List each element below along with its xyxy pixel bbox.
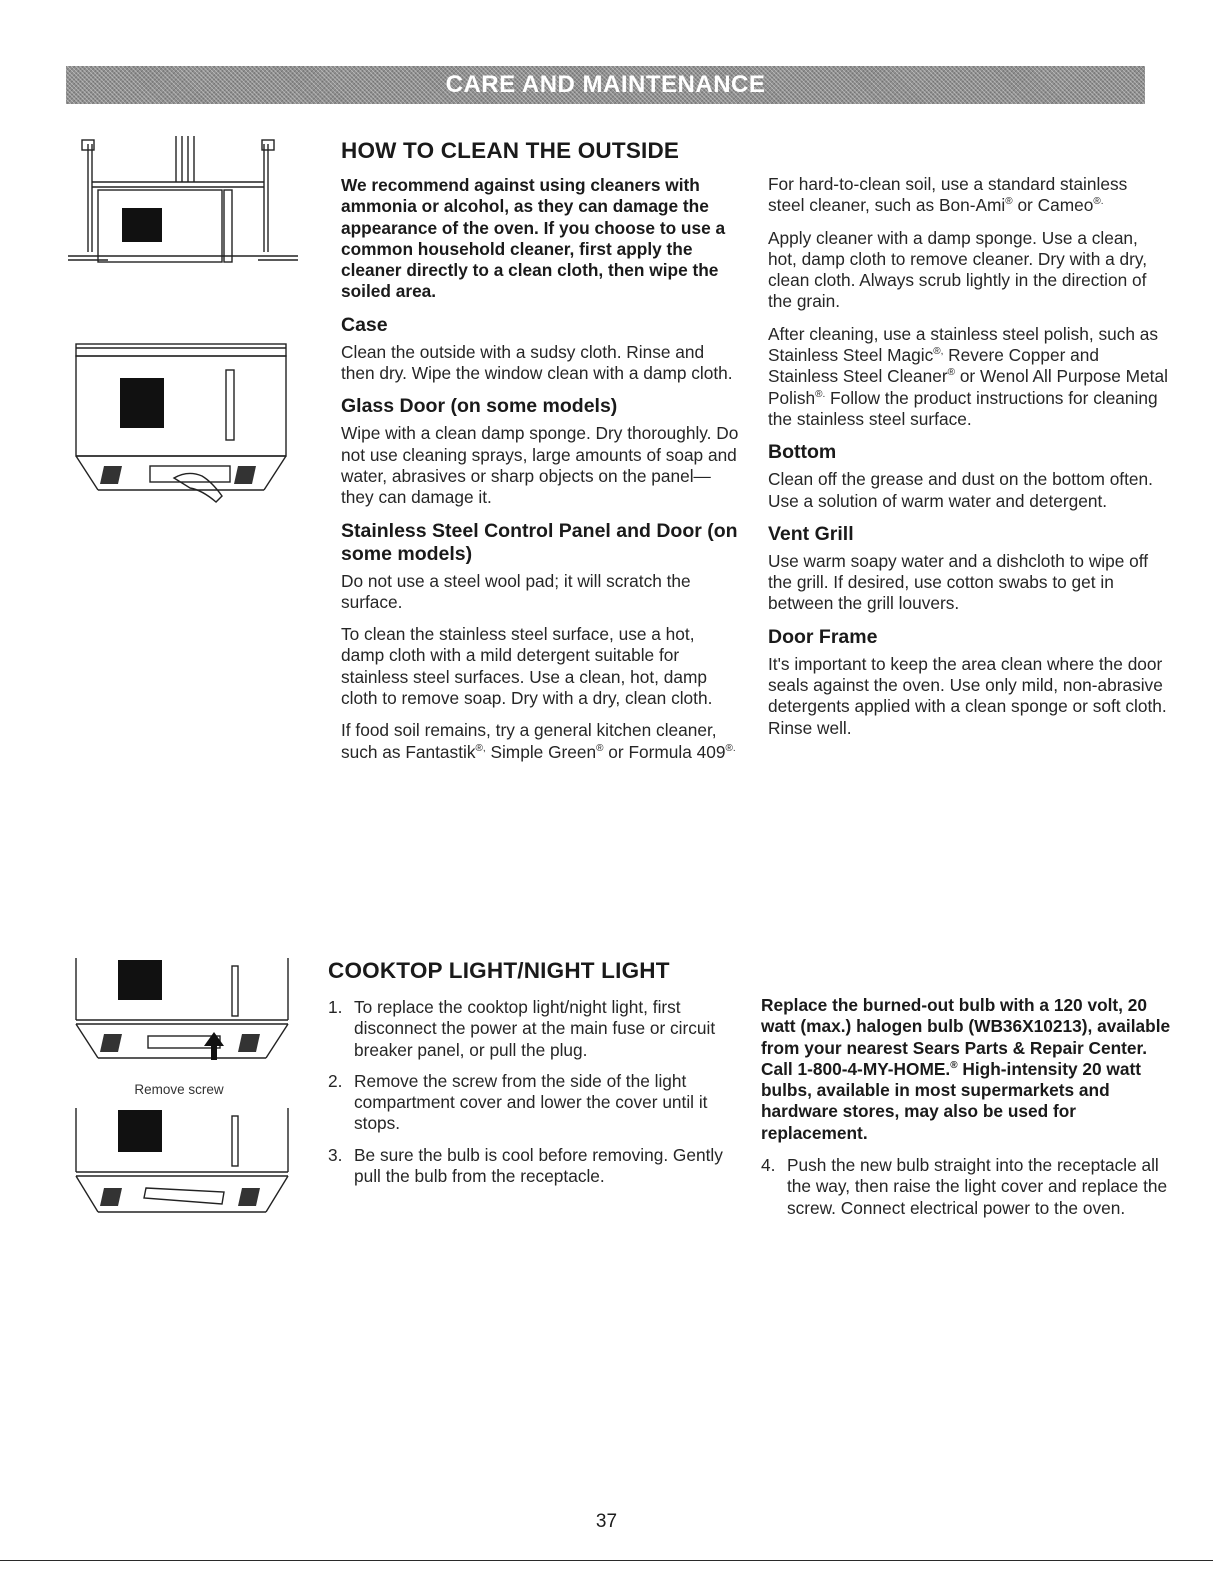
cooktop-light-steps-cont <box>761 1155 1171 1219</box>
section-banner <box>66 66 1145 104</box>
banner-title: CARE AND MAINTENANCE <box>445 71 766 98</box>
stainless-heading: Stainless Steel Control Panel and Door (on some models) <box>341 519 738 565</box>
bottom-rule <box>0 1560 1213 1561</box>
cooktop-light-column-1 <box>328 958 738 1197</box>
step-4: 4. Push the new bulb straight into the receptacle all the way, then raise the light cover and replace the screw. Connect electrical power to the oven. <box>761 1155 1168 1218</box>
bottom-heading: Bottom <box>768 441 837 464</box>
microwave-install-illustration <box>68 132 298 272</box>
stainless-text-2: To clean the stainless steel surface, use a hot, damp cloth with a mild detergent suitable for stainless steel surfaces. Use a clean, hot, damp cloth to remove soap. Dry with a dry, clean cloth. <box>341 624 713 709</box>
remove-screw-illustration <box>74 958 294 1082</box>
clean-outside-column-1 <box>341 138 741 774</box>
door-frame-heading: Door Frame <box>768 625 878 648</box>
vent-grill-text: Use warm soapy water and a dishcloth to wipe off the grill. If desired, use cotton swabs to get in between the grill louvers. <box>768 550 1149 614</box>
cooktop-light-title: COOKTOP LIGHT/NIGHT LIGHT <box>328 958 670 983</box>
stainless-text-1: Do not use a steel wool pad; it will scratch the surface. <box>341 570 691 612</box>
bottom-text: Clean off the grease and dust on the bottom often. Use a solution of warm water and detergent. <box>768 469 1153 511</box>
stainless-text-5: Apply cleaner with a damp sponge. Use a clean, hot, damp cloth to remove cleaner. Dry with a dry, clean cloth. Always scrub lightly in the direction of the grain. <box>768 227 1148 312</box>
step-2: 2. Remove the screw from the side of the light compartment cover and lower the cover until it stops. <box>328 1070 708 1134</box>
step-1: 1. To replace the cooktop light/night light, first disconnect the power at the main fuse or circuit breaker panel, or pull the plug. <box>328 997 716 1060</box>
glass-door-heading: Glass Door (on some models) <box>341 395 618 418</box>
page-number: 37 <box>595 1511 618 1532</box>
clean-outside-column-2 <box>768 174 1168 750</box>
case-text: Clean the outside with a sudsy cloth. Rinse and then dry. Wipe the window clean with a damp cloth. <box>341 341 733 384</box>
door-frame-text: It's important to keep the area clean where the door seals against the oven. Use only mild, non-abrasive detergents applied with a clean sponge or soft cloth. Rinse well. <box>768 653 1167 738</box>
cooktop-light-column-2 <box>761 995 1171 1229</box>
cooktop-light-steps <box>328 997 738 1187</box>
vent-grill-heading: Vent Grill <box>768 522 854 545</box>
stainless-text-4: For hard-to-clean soil, use a standard stainless steel cleaner, such as Bon-Ami® or Cameo®. <box>768 174 1128 216</box>
lowered-light-cover-illustration <box>74 1108 294 1238</box>
stainless-text-6: After cleaning, use a stainless steel polish, such as Stainless Steel Magic®, Revere Copper and Stainless Steel Cleaner® or Wenol All Purpose Metal Polish®. Follow the product instructions for cleaning the stainless steel surface. <box>768 323 1168 429</box>
case-heading: Case <box>341 313 388 336</box>
figure-caption: Remove screw <box>134 1082 224 1097</box>
bulb-replacement-note: Replace the burned-out bulb with a 120 volt, 20 watt (max.) halogen bulb (WB36X10213), available from your nearest Sears Parts & Repair Center. Call 1-800-4-MY-HOME.® High-intensity 20 watt bulbs, available in most supermarkets and hardware stores, may also be used for replacement. <box>761 995 1171 1143</box>
cleaner-warning: We recommend against using cleaners with ammonia or alcohol, as they can damage the appearance of the oven. If you choose to use a common household cleaner, first apply the cleaner directly to a clean cloth, then wipe the soiled area. <box>341 175 726 302</box>
microwave-cleaning-illustration <box>74 340 290 510</box>
step-3: 3. Be sure the bulb is cool before removing. Gently pull the bulb from the receptacle. <box>328 1144 723 1187</box>
clean-outside-title: HOW TO CLEAN THE OUTSIDE <box>341 138 680 163</box>
stainless-text-3: If food soil remains, try a general kitchen cleaner, such as Fantastik®, Simple Green® or Formula 409®. <box>341 720 736 762</box>
glass-door-text: Wipe with a clean damp sponge. Dry thoroughly. Do not use cleaning sprays, large amounts of soap and water, abrasives or sharp objects on the panel—they can damage it. <box>341 423 739 508</box>
